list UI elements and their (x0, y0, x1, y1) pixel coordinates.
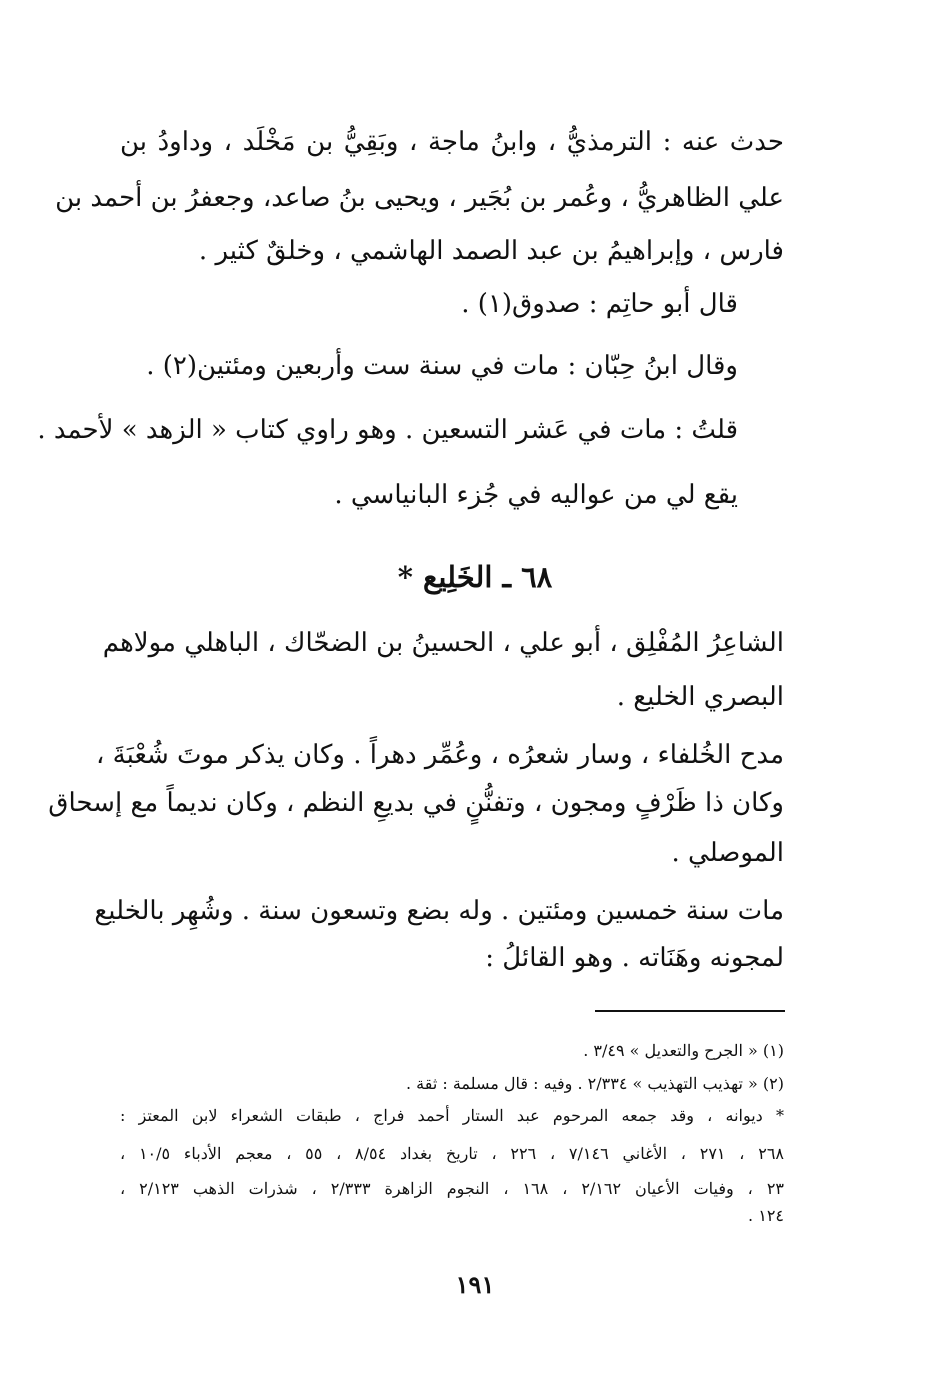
paragraph-narrators-line-1: حدث عنه : الترمذيُّ ، وابنُ ماجة ، وبَقِيُّ بن مَخْلَد ، وداودُ بن (120, 127, 784, 157)
footnote-sources-line-2: ٢٦٨ ، ٢٧١ ، الأغاني ٧/١٤٦ ، ٢٢٦ ، تاريخ بغداد ٨/٥٤ ، ٥٥ ، معجم الأدباء ١٠/٥ ، (120, 1144, 784, 1163)
page-number: ١٩١ (455, 1270, 495, 1299)
entry-death-line-2: لمجونه وهَنَاته . وهو القائلُ : (485, 943, 784, 973)
entry-bio-line-1: مدح الخُلفاء ، وسار شعرُه ، وعُمِّر دهراً . وكان يذكر موتَ شُعْبَةَ ، (96, 740, 784, 770)
quote-ibn-hibban: وقال ابنُ حِبّان : مات في سنة ست وأربعين ومئتين(٢) . (146, 351, 738, 381)
author-note-banyasi: يقع لي من عواليه في جُزء البانياسي . (334, 480, 738, 510)
footnote-sources-line-1: * ديوانه ، وقد جمعه المرحوم عبد الستار أحمد فراج ، طبقات الشعراء لابن المعتز : (120, 1106, 784, 1125)
author-remark: قلتُ : مات في عَشر التسعين . وهو راوي كتاب « الزهد » لأحمد . (37, 415, 738, 445)
footnote-divider (595, 1010, 785, 1012)
quote-abu-hatim: قال أبو حاتِم : صدوق(١) . (461, 289, 738, 319)
entry-heading: ٦٨ ـ الخَلِيع * (397, 560, 553, 594)
entry-bio-line-2: وكان ذا ظَرْفٍ ومجون ، وتفنُّنٍ في بديعِ النظم ، وكان نديماً مع إسحاق (48, 788, 784, 818)
footnote-1: (١) « الجرح والتعديل » ٣/٤٩ . (583, 1041, 784, 1060)
entry-intro-line-1: الشاعِرُ المُفْلِق ، أبو علي ، الحسينُ بن الضحّاك ، الباهلي مولاهم (102, 628, 784, 658)
paragraph-narrators-line-2: علي الظاهريُّ ، وعُمر بن بُجَير ، ويحيى بنُ صاعد، وجعفرُ بن أحمد بن (55, 183, 784, 213)
entry-death-line-1: مات سنة خمسين ومئتين . وله بضع وتسعون سنة . وشُهِر بالخليع (94, 896, 784, 926)
footnote-sources-line-4: ١٢٤ . (748, 1206, 784, 1225)
entry-intro-line-2: البصري الخليع . (616, 682, 784, 712)
footnote-sources-line-3: ٢٣ ، وفيات الأعيان ٢/١٦٢ ، ١٦٨ ، النجوم الزاهرة ٢/٣٣٣ ، شذرات الذهب ٢/١٢٣ ، (120, 1179, 784, 1198)
footnote-2: (٢) « تهذيب التهذيب » ٢/٣٣٤ . وفيه : قال مسلمة : ثقة . (405, 1074, 784, 1093)
paragraph-narrators-line-3: فارس ، وإبراهيمُ بن عبد الصمد الهاشمي ، وخلقٌ كثير . (198, 236, 784, 266)
entry-bio-line-3: الموصلي . (671, 838, 784, 868)
